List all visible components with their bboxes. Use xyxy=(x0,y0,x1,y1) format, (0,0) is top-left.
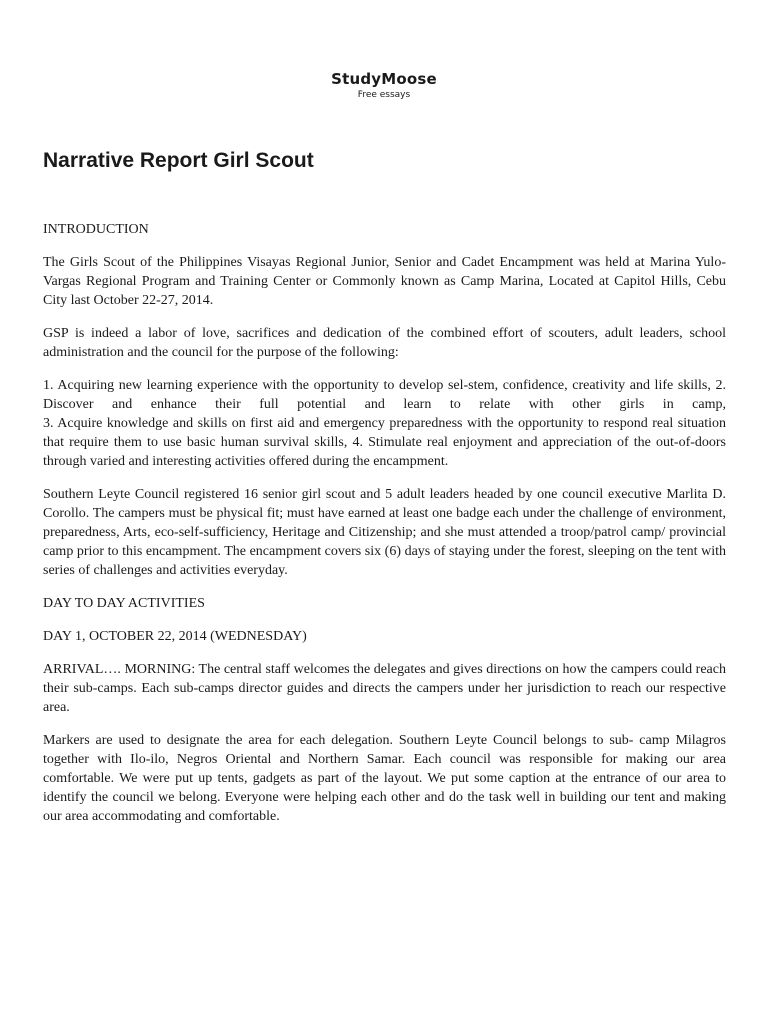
paragraph-purpose: GSP is indeed a labor of love, sacrifices and dedication of the combined effort of scouters, adult leaders, school administration and the council for the purpose of the following: xyxy=(43,326,726,360)
site-header xyxy=(0,70,768,101)
paragraph-event-overview: The Girls Scout of the Philippines Visayas Regional Junior, Senior and Cadet Encampment was held at Marina Yulo-Vargas Regional Program and Training Center or Commonly known as Camp Marina, Located at Capitol Hills, Cebu City last October 22-27, 2014. xyxy=(43,255,726,308)
brand-logo[interactable]: StudyMoose xyxy=(331,70,437,88)
paragraph-objectives xyxy=(43,376,726,471)
document-body xyxy=(43,220,726,840)
paragraph-markers: Markers are used to designate the area for each delegation. Southern Leyte Council belongs to sub- camp Milagros together with Ilo-ilo, Negros Oriental and Northern Samar. Each council was responsible for making our area comfortable. We were put up tents, gadgets as part of the layout. We put some caption at the entrance of our area to identify the council we belong. Everyone were helping each other and do the task well in building our tent and making our area accommodating and comfortable. xyxy=(43,733,726,824)
document-title: Narrative Report Girl Scout xyxy=(43,149,314,172)
section-heading-activities: DAY TO DAY ACTIVITIES xyxy=(43,596,205,611)
paragraph-arrival: ARRIVAL…. MORNING: The central staff welcomes the delegates and gives directions on how the campers could reach their sub-camps. Each sub-camps director guides and directs the campers under her jurisdiction to reach our respective area. xyxy=(43,662,726,715)
objectives-line-2: 3. Acquire knowledge and skills on first aid and emergency preparedness with the opportunity to respond real situation that require them to use basic human survival skills, 4. Stimulate real enjoyment and appreciation of the out-of-doors through varied and interesting activities offered during the encampment. xyxy=(43,416,726,469)
paragraph-council-registration: Southern Leyte Council registered 16 senior girl scout and 5 adult leaders headed by one council executive Marlita D. Corollo. The campers must be physical fit; must have earned at least one badge each under the challenge of environment, preparedness, Arts, eco-self-sufficiency, Heritage and Citizenship; and she must attended a troop/patrol camp/ provincial camp prior to this encampment. The encampment covers six (6) days of staying under the forest, sleeping on the tent with series of challenges and activities everyday. xyxy=(43,487,726,578)
section-heading-introduction: INTRODUCTION xyxy=(43,222,149,237)
brand-tagline: Free essays xyxy=(357,90,411,100)
objectives-line-1: 1. Acquiring new learning experience with the opportunity to develop sel-stem, confidence, creativity and life skills, 2. Discover and enhance their full potential and learn to relate with other girls in camp, xyxy=(43,378,726,412)
section-heading-day1: DAY 1, OCTOBER 22, 2014 (WEDNESDAY) xyxy=(43,629,307,644)
